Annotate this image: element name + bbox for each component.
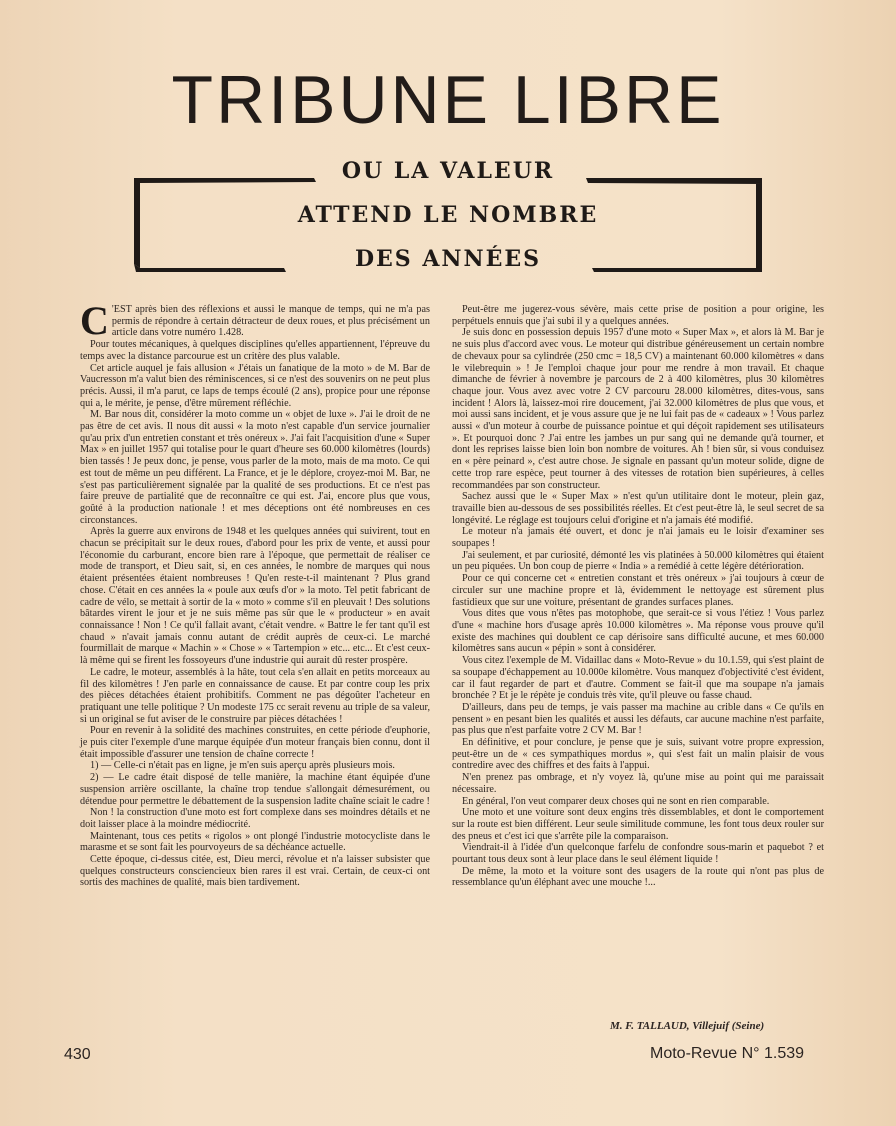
paragraph: Une moto et une voiture sont deux engins très dissemblables, et dont le comportement sur la route est bien différent. Leur seule similitude commune, les font tous deux rouler sur des pneus et c'est ici que s'arrête pile la comparaison. [452,807,824,842]
paragraph: Pour ce qui concerne cet « entretien constant et très onéreux » j'ai toujours à cœur de circuler sur une machine propre et là, évidemment le nettoyage est sûrement plus fastidieux que sur une voiture, présentant de grandes surfaces planes. [452,573,824,608]
paragraph: Non ! la construction d'une moto est fort complexe dans ses moindres détails et ne doit laisser place à la moindre médiocrité. [80,807,430,830]
paragraph: Peut-être me jugerez-vous sévère, mais cette prise de position a pour origine, les perpétuels ennuis que j'ai subi il y a quelques années. [452,304,824,327]
paragraph: D'ailleurs, dans peu de temps, je vais passer ma machine au crible dans « Ce qu'ils en pensent » en pesant bien les qualités et aussi les défauts, car aucune machine n'est parfaite, pas plus que n'est parfaite votre 2 CV M. Bar ! [452,701,824,737]
paragraph: Cet article auquel je fais allusion « J'étais un fanatique de la moto » de M. Bar de Vaucresson m'a valut bien des réminiscences, si ce n'est des souvenirs on ne peut plus précis. Aussi, il m'a parut, ce laps de temps écoulé (2 ans), propice pour une réponse qui a, le mérite, je pense, d'être mûrement réfléchie. [80,362,430,409]
paragraph: Pour toutes mécaniques, à quelques disciplines qu'elles appartiennent, l'épreuve du temps avec la distance parcourue est un critère des plus valable. [80,339,430,362]
paragraph: Pour en revenir à la solidité des machines construites, en cette période d'euphorie, je puis citer l'exemple d'une marque équipée d'un moteur français bien connu, dont il était impossible d'assurer une tension de chaîne correcte ! [80,725,430,760]
paragraph: N'en prenez pas ombrage, et n'y voyez là, qu'une mise au point qui me paraissait nécessaire. [452,772,824,795]
page-title: TRIBUNE LIBRE [171,62,725,138]
drop-cap: C [80,298,109,343]
paragraph: Après la guerre aux environs de 1948 et les quelques années qui suivirent, tout en chacun se précipitait sur le deux roues, d'abord pour les prix de vente, et aussi pour l'économie du carburant, encore bien rare à l'époque, que permettait de réaliser ce mode de transport, et Dieu sait, si, en ces années, le nombre de marques qui nous étaient présentées étaient nombreuses ! Qu'en reste-t-il maintenant ? Plus grand chose. C'était en ces années la « poule aux œufs d'or » la moto. Tel petit fabricant de cadre de vélo, se mettait à sortir de la « moto » comme s'il en pleuvait ! Des solutions bâtardes virent le jour et je ne suis même pas sûr que le « producteur » en avait connaissance ! Non ! Ce qu'il fallait avant, c'était vendre. « Battre le fer tant qu'il est chaud » n'avait jamais connu autant de crédit auprès de ceux-ci. Le marché fourmillait de marque « Machin » « Chose » « Tartempion » etc... etc... Et c'est ceux-là même qui se firent les fossoyeurs d'une industrie qui aurait dû rester prospère. [80,526,430,667]
paragraph: 2) — Le cadre était disposé de telle manière, la machine étant équipée d'une suspension arrière oscillante, la chaîne trop tendue s'allongait démesurément, ou détendue pour permettre le débattement de la suspension ladite chaîne sciait le cadre ! [80,772,430,807]
paragraph: Viendrait-il à l'idée d'un quelconque farfelu de confondre sous-marin et paquebot ? et pourtant tous deux sont à leur place dans le seul élément liquide ! [452,842,824,866]
paragraph: M. Bar nous dit, considérer la moto comme un « objet de luxe ». J'ai le droit de ne pas être de cet avis. Il nous dit aussi « la moto n'est capable d'un service journalier qu'au prix d'un entretien constant et très onéreux ». J'ai fait l'acquisition d'une « Super Max » en juillet 1957 qui totalise pour le quart d'heure ses 60.000 kilomètres (lourds) bien tassés ! Je peux donc, je pense, vous parler de la moto, mais de ma moto. Ce qui est tout de même un peu différent. La France, et je le déplore, croyez-moi M. Bar, ne s'est pas particulièrement signalée par la qualité de ses productions. Et ce n'est pas faire preuve de partialité que de reconnaître ce qui est. J'ai, encore plus que vous, goûté à la production nationale ! et mes déceptions ont été nombreuses en ces circonstances. [80,409,430,526]
paragraph: Vous citez l'exemple de M. Vidaillac dans « Moto-Revue » du 10.1.59, qui s'est plaint de sa soupape d'échappement au 10.000e kilomètre. Vous manquez d'objectivité c'est évident, car il faut regarder de part et d'autre. Comment se fait-il que ma soupape n'a jamais bronchée ? Et je le répète je conduis très vite, qu'il pleuve ou fasse chaud. [452,655,824,702]
paragraph: C 'EST après bien des réflexions et aussi le manque de temps, qui ne m'a pas permis de répondre à certain détracteur de deux roues, et plus précisément un article dans votre numéro 1.428. [80,298,430,343]
paragraph: Vous dites que vous n'êtes pas motophobe, que serait-ce si vous l'étiez ! Vous parlez d'une « machine hors d'usage après 10.000 kilomètres ». Ma réponse vous prouve qu'il existe des machines qui doublent ce cap dérisoire sans difficulté aucune, et mes 60.000 kilomètres sans aucun « pépin » sont à considérer. [452,608,824,655]
paragraph: Je suis donc en possession depuis 1957 d'une moto « Super Max », et alors là M. Bar je ne suis plus d'accord avec vous. Le moteur qui distribue généreusement un certain nombre de chevaux pour sa cylindrée (250 cmc = 18,5 CV) a maintenant 60.000 kilomètres « dans le vilebrequin » ! Je l'emploi chaque jour pour me rendre à mon travail. Et chaque dimanche de février à novembre je parcours de 2 à 400 kilomètres, plus 30 kilomètres chaque jour. Vous avez avec votre 2 CV parcouru 28.000 kilomètres, dites-vous, sans incident ! Alors là, laissez-moi rire doucement, j'ai 32.000 kilomètres de plus que vous, et moi aussi sans incident, et je vous assure que je ne lui fait pas de « cadeaux » ! Vous parlez aussi « d'un moteur à courbe de puissance pointue et qui déçoit rapidement ses utilisateurs ». Et pourquoi donc ? J'ai entre les jambes un pur sang qui ne demande qu'à tourner, et dont les reprises laisse bien loin bon nombre de voitures. Ah ! bien sûr, si vous conduisez en « père peinard », c'est autre chose. Je signale en passant qu'un moteur solide, digne de cette trop rare espèce, peut tourner à des vitesses de rotation bien supérieures, à celles recommandées par son constructeur. [452,327,824,491]
paragraph: En définitive, et pour conclure, je pense que je suis, suivant votre propre expression, peut-être un de « ces sympathiques mordus », qui s'est fait un malin plaisir de vous contredire avec des chiffres et des faits à l'appui. [452,737,824,772]
paragraph: De même, la moto et la voiture sont des usagers de la route qui n'ont pas plus de ressemblance qu'un éléphant avec une mouche !... [452,865,824,889]
article-right-column [452,304,824,889]
paragraph: J'ai seulement, et par curiosité, démonté les vis platinées à 50.000 kilomètres qui étaient un peu piquées. Un bon coup de pierre « India » a remédié à cette légère détérioration. [452,549,824,573]
author-signature: M. F. TALLAUD, Villejuif (Seine) [610,1020,765,1032]
paragraph: Sachez aussi que le « Super Max » n'est qu'un utilitaire dont le moteur, plein gaz, travaille bien au-dessous de ses possibilités réelles. Et c'est peut-être là, le seul secret de sa longévité. Le réglage est toujours celui d'origine et n'a jamais été modifié. [452,491,824,526]
page-number: 430 [64,1046,91,1063]
subtitle-line-1: OU LA VALEUR [341,158,555,184]
paragraph: Le moteur n'a jamais été ouvert, et donc je n'ai jamais eu le loisir d'examiner ses soupapes ! [452,526,824,550]
article-left-column [80,298,430,889]
subtitle-line-2: ATTEND LE NOMBRE [297,202,599,228]
paragraph: Maintenant, tous ces petits « rigolos » ont plongé l'industrie motocycliste dans le marasme et se sont fait les pourvoyeurs de sa déchéance actuelle. [80,830,430,854]
subtitle-line-3: DES ANNÉES [354,246,542,272]
paragraph: Cette époque, ci-dessus citée, est, Dieu merci, révolue et n'a laisser subsister que quelques constructeurs consciencieux bien rares il est vrai. Certain, de ceux-ci ont sortis des machines de qualité, mais bien tardivement. [80,854,430,889]
paragraph: Le cadre, le moteur, assemblés à la hâte, tout cela s'en allait en petits morceaux au fil des kilomètres ! J'en parle en connaissance de cause. Et par contre coup les prix des pièces détachées étaient prohibitifs. Comment ne pas dégoûter l'acheteur en pratiquant une telle politique ? Un modeste 175 cc serait revenu au triple de sa valeur, si un original se fut aviser de le construire par pièces détachées ! [80,666,430,725]
paragraph: 1) — Celle-ci n'était pas en ligne, je m'en suis aperçu après plusieurs mois. [90,760,395,772]
paragraph: En général, l'on veut comparer deux choses qui ne sont en rien comparable. [462,795,770,807]
journal-issue: Moto-Revue N° 1.539 [650,1045,805,1062]
